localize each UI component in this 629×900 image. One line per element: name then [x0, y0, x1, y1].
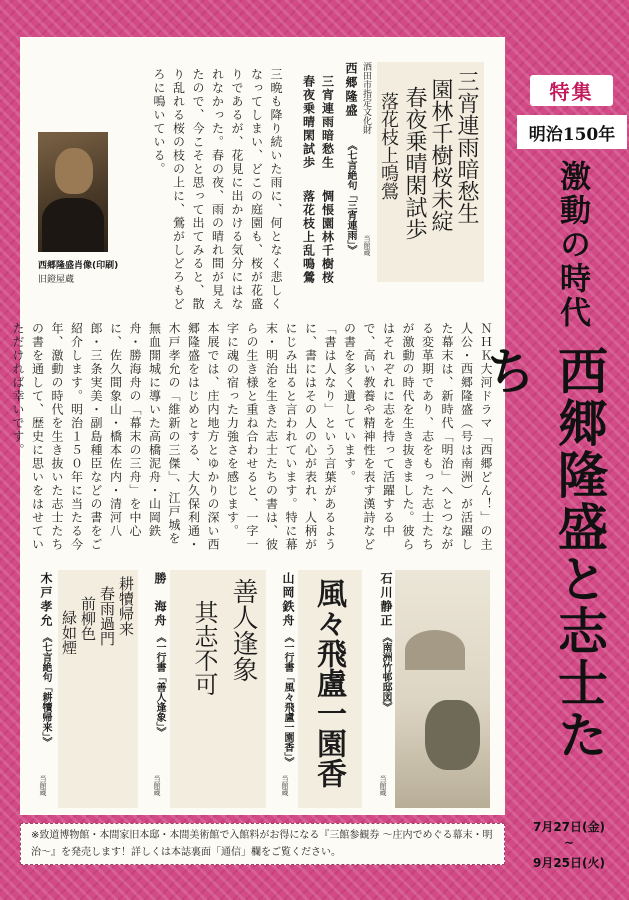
intro-paragraph: ＮＨＫ大河ドラマ「西郷どん！」の主人公・西郷隆盛（号は南洲）が活躍した幕末は、新時代「明治」へとつながる変革期であり、志をもった志士たちが激動の時代を生き抜きました。彼らはそれぞれに志を持って活躍する中で、高い教養や精神性を表す漢詩などの書を多く遺しています。: [342, 322, 493, 552]
poem-line: 落花枝上乱鳴鶯: [301, 190, 316, 285]
katsu-scroll-image: [170, 570, 266, 808]
scroll-ink-line: 善人逢象: [228, 578, 258, 682]
notice-box: ※致道博物館・本間家旧本邸・本間美術館で入館料がお得になる『三館参観券 ～庄内でめぐる幕末・明治～』を発売します！詳しくは本誌裏面「通信」欄をご覧ください。: [20, 823, 505, 865]
poem-translation: 三晩も降り続いた雨に、何となく悲しくなってしまい、どこの庭園も、桜が花盛りであるが、花見に出かける気分にはなれなかった。春の夜、雨の晴れ間が見えたので、今こそと思って出てみると、散り乱れる桜の枝の上に、鶯がしどろもどろに鳴いている。: [152, 68, 283, 311]
portrait-owner: 旧鐙屋蔵: [38, 275, 75, 285]
portrait-caption: 西郷隆盛肖像(印刷): [38, 261, 119, 271]
date-end: 9月25日(火): [532, 856, 606, 870]
scroll-ink-line: 春雨過門: [98, 586, 116, 646]
intro-paragraph: 「書は人なり」という言葉があるように、書にはその人の心が表れ、人柄がにじみ出ると言われています。特に幕末・明治を生きた志士たちの書は、彼らの生き様と重ね合わせると、一字一字に魂の宿った力強さを感じます。: [225, 322, 337, 552]
page-title: 西郷隆盛と志士たち: [478, 345, 609, 761]
yamaoka-owner: 当館蔵: [281, 775, 289, 796]
ishikawa-owner: 当館蔵: [379, 775, 387, 796]
kido-owner: 当館蔵: [39, 775, 47, 796]
saigo-author: 西郷隆盛: [344, 62, 358, 118]
kido-author: 木戸孝允: [39, 572, 53, 628]
poem-line: 惆悵園林千樹桜: [320, 190, 335, 285]
scroll-ink-line: 前柳色: [79, 596, 97, 641]
meiji-150-label: 明治150年: [517, 115, 627, 149]
saigo-scroll-image: [377, 62, 484, 282]
katsu-author: 勝 海舟: [153, 572, 167, 628]
katsu-work-title: 《一行書「善人逢象」》: [154, 632, 165, 737]
ishikawa-author: 石川静正: [379, 572, 393, 628]
date-start: 7月27日(金): [532, 820, 606, 834]
date-tilde: ~: [563, 836, 575, 850]
intro-paragraph: 本展では、庄内地方とゆかりの深い西郷隆盛をはじめとする、大久保利通・木戸孝允の「維新の三傑」、江戸城を無血開城に導いた高橋泥舟・山岡鉄舟・勝海舟の「幕末の三舟」を中心に、佐久間象山・橋本佐内・清河八郎・三条実美・副島種臣などの書をご紹介します。明治１５０年に当たる今年、激動の時代を生き抜いた志士たちの書を通して、歴史に思いをはせていただければ幸いです。: [11, 322, 220, 552]
saigo-work-title: 《七言絶句「三宵連雨」》: [345, 140, 356, 255]
portrait-face: [55, 148, 93, 194]
painting-trees: [425, 700, 480, 770]
scroll-ink-line: 緑如煙: [60, 610, 78, 655]
yamaoka-author: 山岡鉄舟: [281, 572, 295, 628]
saigo-portrait-image: [38, 132, 108, 252]
portrait-robe: [42, 198, 104, 252]
scroll-ink-line: 園林千樹桜未綻: [428, 78, 453, 232]
poem-line: 三宵連雨暗愁生: [320, 75, 335, 170]
yamaoka-scroll-image: [298, 570, 362, 808]
saigo-owner: 当館蔵: [363, 235, 371, 256]
scroll-ink-line: 耕犢帰来: [117, 576, 135, 636]
page-subtitle: 激動の時代: [554, 160, 590, 330]
ishikawa-work-title: 《南洲竹邨邸図》: [380, 632, 391, 712]
kido-work-title: 《七言絶句「耕犢帰来」》: [40, 632, 51, 747]
kido-scroll-image: [58, 570, 138, 808]
scroll-ink-line: 其志不可: [190, 600, 218, 696]
painting-mountain: [405, 630, 465, 670]
ishikawa-painting-image: [395, 570, 490, 808]
scroll-ink-line: 春夜乗晴閑試歩: [402, 86, 427, 240]
saigo-designation: 酒田市指定文化財: [361, 62, 371, 134]
poem-line: 春夜乗晴閑試歩: [301, 75, 316, 170]
feature-tag: 特集: [530, 75, 613, 106]
scroll-ink-line: 三宵連雨暗愁生: [454, 70, 479, 224]
scroll-ink-line: 落花枝上鳴鶯: [378, 92, 399, 200]
intro-text: [11, 322, 495, 554]
scroll-ink-line: 風々飛盧一園香: [311, 578, 346, 788]
yamaoka-work-title: 《一行書「風々飛盧一園香」》: [282, 632, 293, 767]
katsu-owner: 当館蔵: [153, 775, 161, 796]
